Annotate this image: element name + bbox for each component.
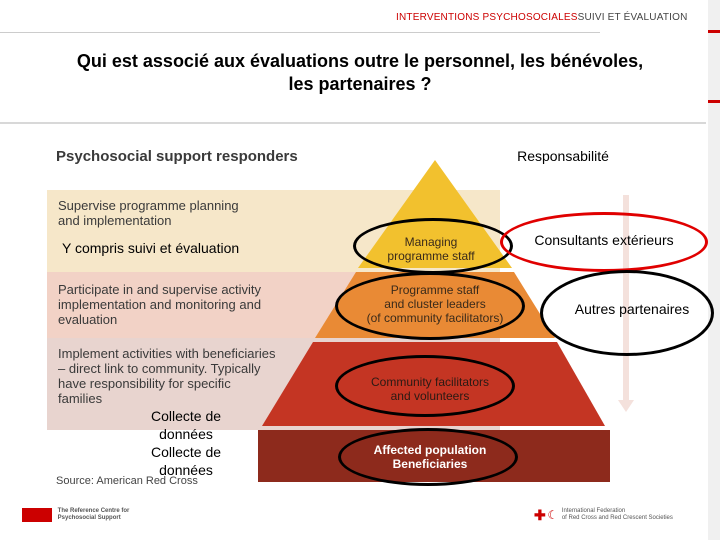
- red-crescent-icon: ☾: [547, 507, 559, 522]
- annotation-consultants: Consultants extérieurs: [534, 232, 674, 248]
- highlight-ellipse-managing: [353, 218, 513, 274]
- highlight-ellipse-community: [335, 355, 515, 417]
- affected-line-1: Affected population: [373, 443, 487, 457]
- footer-left-logo: [22, 508, 129, 522]
- collecte-2-line-2: données: [159, 462, 213, 478]
- collecte-2-line-1: Collecte de: [150, 444, 222, 460]
- collecte-1-line-2: données: [159, 426, 213, 442]
- annotation-collecte-donnees: [126, 407, 246, 479]
- footer-left-line-2: Psychosocial Support: [57, 515, 121, 521]
- band-3-line-3: have responsibility for specific: [58, 376, 231, 391]
- affected-line-2: Beneficiaries: [392, 457, 468, 471]
- diagram-source: Source: American Red Cross: [56, 475, 198, 487]
- title-line-1: Qui est associé aux évaluations outre le personnel, les bénévoles,: [76, 51, 644, 71]
- band-2-line-3: evaluation: [58, 312, 118, 327]
- footer-left-line-1: The Reference Centre for: [57, 508, 130, 514]
- community-line-1: Community facilitators: [370, 375, 490, 389]
- title-line-2: les partenaires ?: [288, 74, 432, 94]
- highlight-ellipse-programme: [335, 272, 525, 340]
- band-2-line-2: implementation and monitoring and: [58, 297, 262, 312]
- annotation-autres: Autres partenaires: [574, 301, 690, 317]
- breadcrumb-subsection: SUIVI ET ÉVALUATION: [577, 12, 688, 23]
- footer-right-line-1: International Federation: [561, 508, 626, 514]
- highlight-ellipse-affected: [338, 428, 518, 486]
- managing-line-2: programme staff: [387, 249, 475, 263]
- annotation-y-compris: Y compris suivi et évaluation: [62, 240, 240, 256]
- managing-line-1: Managing: [404, 235, 458, 249]
- footer-right-line-2: of Red Cross and Red Crescent Societies: [561, 515, 673, 521]
- band-3-line-2: – direct link to community. Typically: [58, 361, 261, 376]
- red-cross-icon: ✚: [534, 506, 546, 523]
- collecte-1-line-1: Collecte de: [150, 408, 222, 424]
- band-2-line-1: Participate in and supervise activity: [58, 282, 262, 297]
- band-1-line-1: Supervise programme planning: [58, 198, 239, 213]
- diagram-heading: Psychosocial support responders: [56, 148, 298, 165]
- band-3-line-1: Implement activities with beneficiaries: [58, 346, 276, 361]
- annotation-responsabilite: Responsabilité: [517, 148, 609, 164]
- programme-line-2: and cluster leaders: [384, 297, 486, 311]
- programme-line-3: (of community facilitators): [366, 311, 504, 325]
- band-1-line-2: and implementation: [58, 213, 172, 228]
- programme-line-1: Programme staff: [390, 283, 480, 297]
- breadcrumb-section: INTERVENTIONS PSYCHOSOCIALES: [396, 12, 578, 23]
- footer-right-logo: [534, 508, 673, 522]
- community-line-2: and volunteers: [390, 389, 470, 403]
- band-3-line-4: families: [58, 391, 103, 406]
